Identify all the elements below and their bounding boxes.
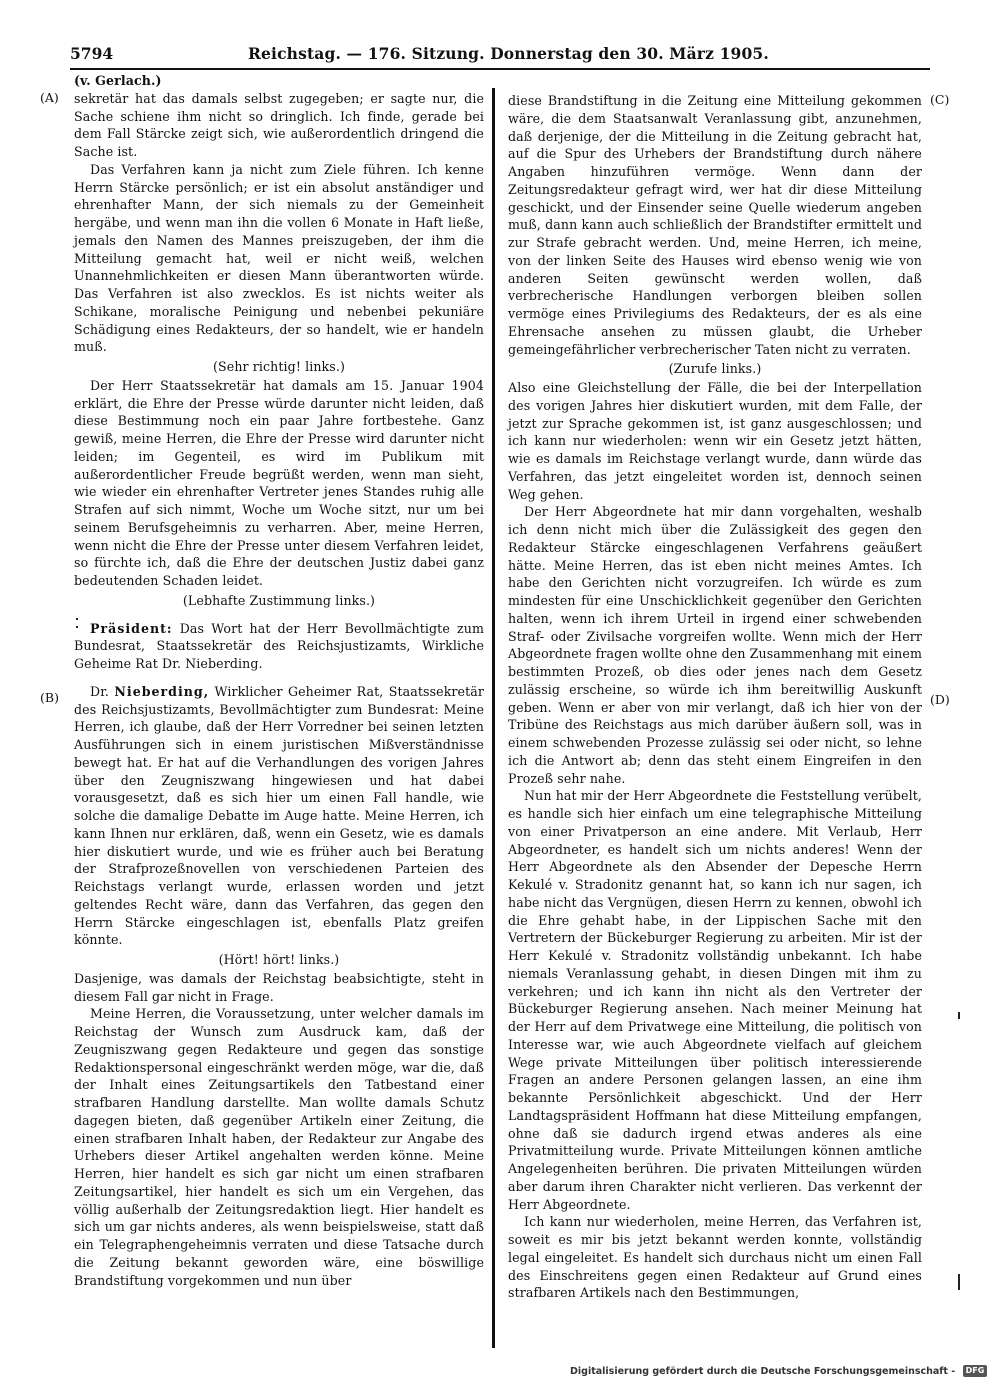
margin-marker-b: (B) <box>40 690 59 705</box>
paragraph: Dasjenige, was damals der Reichstag beabsichtigte, steht in diesem Fall gar nicht in Frage. <box>74 970 484 1004</box>
margin-marker-a: (A) <box>40 90 59 105</box>
paragraph: Das Verfahren kann ja nicht zum Ziele führen. Ich kenne Herrn Stärcke persönlich; er ist ein absolut anständiger und ehrenhafter Mann, der sich niemals zu der Gemeinheit hergäbe, und wenn man ihn die vollen 6 Monate in Haft ließe, jemals den Namen des Mannes preiszugeben, der ihm die Mitteilung gemacht hat, weil er nicht weiß, welchen Unannehmlichkeiten er diesen Mann überantworten würde. Das Verfahren ist also zwecklos. Es ist nichts weiter als Schikane, moralische Peinigung und nebenbei pekuniäre Schädigung eines Redakteurs, der so handelt, wie er handeln muß. <box>74 161 484 355</box>
scan-speck <box>958 1274 960 1290</box>
interjection: (Sehr richtig! links.) <box>213 359 345 374</box>
president-paragraph <box>74 620 484 673</box>
paragraph: Der Herr Staatssekretär hat damals am 15. Januar 1904 erklärt, die Ehre der Presse würde darunter nicht leiden, daß diese Bestimmung noch ein paar Jahre fortbestehe. Ganz gewiß, meine Herren, die Ehre der Presse wird darunter nicht leiden; im Gegenteil, es wird im Publikum mit außerordentlicher Freude begrüßt werden, wenn man sieht, wie wieder ein ehrenhafter Vertreter jenes Standes ruhig alle Strafen auf sich nimmt, Woche um Woche sitzt, nur um bei seinem Berufsgeheimnis zu verharren. Aber, meine Herren, wenn nicht die Ehre der Presse unter diesem Verfahren leidet, so fürchte ich, daß die Ehre der deutschen Justiz dabei ganz bedeutenden Schaden leidet. <box>74 377 484 588</box>
paragraph: Nun hat mir der Herr Abgeordnete die Feststellung verübelt, es handle sich hier einfach um eine telegraphische Mitteilung von einer Privatperson an eine andere. Mit Verlaub, Herr Abgeordneter, es handelt sich um nichts anderes! Wenn der Herr Abgeordnete als den Absender der Depesche Herrn Kekulé v. Stradonitz genannt hat, so kann ich nur sagen, ich habe nicht das Vergnügen, diesen Herrn zu kennen, obwohl ich die Ehre gehabt habe, in der Lippischen Sache mit den Vertretern der Bückeburger Regierung zu arbeiten. Mir ist der Herr Kekulé v. Stradonitz vollständig unbekannt. Ich habe niemals Veranlassung gehabt, in diesen Dingen mit ihm zu verkehren; und ich kann ihn nicht als den Vertreter der Bückeburger Regierung ansehen. Nach meiner Meinung hat der Herr auf dem Privatwege eine Mitteilung, die politisch von Interesse war, wie auch Abgeordnete vielfach auf gleichem Wege private Mitteilungen über politisch interessierende Fragen an andere Personen gelangen lassen, an eine ihm bekannte Persönlichkeit abgeschickt. Und der Herr Landtagspräsident Hoffmann hat diese Mitteilung empfangen, ohne daß sie dadurch irgend etwas anderes als eine Privatmitteilung wurde. Private Mitteilungen können amtliche Angelegenheiten berühren. Die privaten Mitteilungen würden aber darum ihren Charakter nicht verlieren. Das verkennt der Herr Abgeordnete. <box>508 788 922 1212</box>
scan-speck <box>76 618 78 620</box>
right-column <box>508 92 922 1302</box>
interjection: (Lebhafte Zustimmung links.) <box>182 592 376 608</box>
column-divider <box>492 88 495 1348</box>
dfg-logo: DFG <box>963 1365 987 1377</box>
interjection: (Hört! hört! links.) <box>218 952 340 967</box>
page-number: 5794 <box>70 44 114 63</box>
speaker-prefix: Dr. <box>90 683 110 699</box>
paragraph: Der Herr Abgeordnete hat mir dann vorgehalten, weshalb ich denn nicht mich über die Zulässigkeit des gegen den Redakteur Stärcke eingeschlagenen Verfahrens geäußert hätte. Meine Herren, das ist eben nicht meines Amtes. Ich habe den Gerichten nicht vorzugreifen. Ich würde es zum mindesten für eine Unschicklichkeit gegenüber den Gerichten halten, wenn ich ihrem Urteil in irgend einer schwebenden Straf- oder Zivilsache vorgreifen wollte. Wenn mich der Herr Abgeordnete fragen wollte ohne den Zusammenhang mit einem bestimmten Prozeß, ob dies oder jenes nach dem Gesetz zulässig erscheine, so würde ich ihm bereitwillig Auskunft geben. Wenn er aber von mir verlangt, daß ich hier von der Tribüne des Reichstags aus mich darüber äußern soll, was in einem schwebenden Prozesse zulässig sei oder nicht, so lehne ich die Antwort ab; denn das steht einem Eingreifen in den Prozeß sehr nahe. <box>508 504 922 786</box>
president-label: Präsident: <box>90 620 173 636</box>
left-column <box>74 72 484 1289</box>
paragraph: Ich kann nur wiederholen, meine Herren, das Verfahren ist, soweit es mir bis jetzt bekannt werden konnte, vollständig legal eingeleitet. Es handelt sich durchaus nicht um einen Fall des Einschreitens gegen einen Redakteur auf Grund eines strafbaren Artikels nach den Bestimmungen, <box>508 1214 922 1301</box>
paragraph: diese Brandstiftung in die Zeitung eine Mitteilung gekommen wäre, die dem Staatsanwalt Veranlassung gibt, anzunehmen, daß derjenige, der die Mitteilung in die Zeitung gebracht hat, auf die Spur des Urhebers der Brandstiftung durch nähere Angaben hinzuführen vermöge. Wenn dann der Zeitungsredakteur gefragt wird, wer hat dir diese Mitteilung geschickt, und der Einsender seine Quelle wiederum angeben muß, dann kann auch schließlich der Brandstifter ermittelt und zur Strafe gebracht werden. Und, meine Herren, ich meine, von der linken Seite des Hauses wird ebenso wenig wie von anderen Seiten gewünscht werden wollen, daß verbrecherische Handlungen verborgen bleiben sollen vermöge eines Privilegiums des Redakteurs, der es als eine Ehrensache ansehen zu müssen glaubt, die Urheber gemeingefährlicher verbrecherischer Taten nicht zu verraten. <box>508 93 922 357</box>
scan-speck <box>76 626 78 628</box>
page-header <box>70 44 930 68</box>
digitization-credit: Digitalisierung gefördert durch die Deutsche Forschungsgemeinschaft - <box>570 1366 956 1377</box>
speaker-name: Nieberding, <box>114 683 210 699</box>
running-title: Reichstag. — 176. Sitzung. Donnerstag den 30. März 1905. <box>248 44 769 63</box>
paragraph: sekretär hat das damals selbst zugegeben; er sagte nur, die Sache schiene ihm nicht so dringlich. Ich finde, gerade bei dem Fall Stärcke zeigt sich, wie außerordentlich dringend die Sache ist. <box>74 90 484 159</box>
paragraph: Meine Herren, die Voraussetzung, unter welcher damals im Reichstag der Wunsch zum Ausdruck kam, daß der Zeugniszwang gegen Redakteure und gegen das sonstige Redaktionspersonal eingeschränkt werden möge, war die, daß der Inhalt eines Zeitungsartikels den Tatbestand einer strafbaren Handlung darstellte. Man wollte damals Schutz dagegen bieten, daß gegenüber Artikeln einer Zeitung, die einen strafbaren Inhalt haben, der Redakteur zur Angabe des Urhebers dieser Artikel angehalten werden könne. Meine Herren, hier handelt es sich gar nicht um einen strafbaren Zeitungsartikel, hier handelt es sich um ein Vergehen, das völlig außerhalb der Zeitungsredaktion liegt. Hier handelt es sich um gar nichts anderes, als wenn beispielsweise, statt daß ein Telegraphengeheimnis verraten und diese Tatsache durch die Zeitung bekannt geworden wäre, eine böswillige Brandstiftung vorgekommen und nun über <box>74 1006 484 1288</box>
scan-speck <box>958 1012 960 1019</box>
header-rule <box>70 68 930 70</box>
margin-marker-d: (D) <box>930 692 950 707</box>
president-text: Das Wort hat der Herr Bevollmächtigte zum Bundesrat, Staatssekretär des Reichsjustizamts, Wirkliche Geheime Rat Dr. Nieberding. <box>74 620 484 671</box>
margin-marker-c: (C) <box>930 92 950 107</box>
interjection: (Zurufe links.) <box>668 361 762 377</box>
speaker-continuation: (v. Gerlach.) <box>74 73 162 88</box>
speaker-paragraph <box>74 683 484 949</box>
paragraph: Also eine Gleichstellung der Fälle, die bei der Interpellation des vorigen Jahres hier diskutiert wurden, mit dem Falle, der jetzt zur Sprache gekommen ist, ist ganz ausgeschlossen; und ich kann nur wiederholen: wenn wir ein Gesetz jetzt hätten, wie es damals im Reichstage verlangt wurde, dann würde das Verfahren, das jetzt eingeleitet worden ist, dennoch seinen Weg gehen. <box>508 380 922 502</box>
speaker-text: Wirklicher Geheimer Rat, Staatssekretär des Reichsjustizamts, Bevollmächtigter zum Bundesrat: Meine Herren, ich glaube, daß der Herr Vorredner bei seinen letzten Ausführungen sich in einem juristischen Mißverständnisse bewegt hat. Er hat auf die Verhandlungen des vorigen Jahres über den Zeugniszwang hingewiesen und hat dabei vorausgesetzt, daß es sich hier um einen Fall handle, wie solche die damalige Debatte im Auge hatte. Meine Herren, ich kann Ihnen nur erklären, daß, wenn ein Gesetz, wie es damals hier diskutiert wurde, und wie es früher auch bei Beratung der Strafprozeßnovellen von verschiedenen Parteien des Reichstags verlangt wurde, erlassen worden und jetzt geltendes Recht wäre, dann das Verfahren, das gegen den Herrn Stärcke eingeschlagen ist, ebenfalls Platz greifen könnte. <box>74 683 484 948</box>
